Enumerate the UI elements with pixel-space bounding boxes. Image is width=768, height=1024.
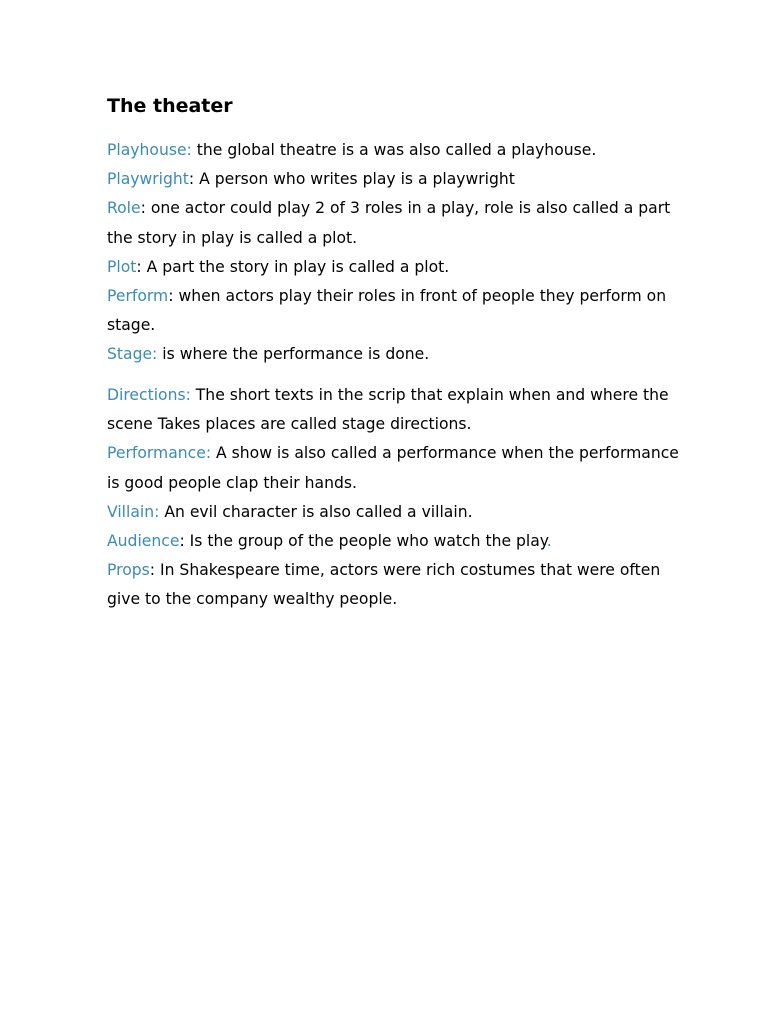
- glossary-entry-performance: [107, 439, 687, 497]
- glossary-definition: A show is also called a performance when the performance is good people clap their hands.: [107, 444, 679, 492]
- glossary-entry-playwright: [107, 165, 687, 194]
- glossary-entry-role: [107, 194, 687, 252]
- glossary-definition: The short texts in the scrip that explain when and where the scene Takes places are called stage directions.: [107, 386, 669, 434]
- glossary-section-2: [107, 381, 687, 615]
- glossary-term: Role: [107, 199, 141, 218]
- glossary-definition: A person who writes play is a playwright: [194, 170, 515, 189]
- glossary-definition: An evil character is also called a villain.: [159, 502, 473, 521]
- page-title: The theater: [107, 95, 233, 117]
- glossary-term: Props: [107, 561, 150, 580]
- term-separator: :: [179, 532, 185, 551]
- term-separator: :: [136, 257, 142, 276]
- term-separator: :: [168, 287, 174, 306]
- glossary-definition: Is the group of the people who watch the play: [184, 532, 547, 551]
- glossary-term: Playwright: [107, 170, 189, 189]
- glossary-term: Plot: [107, 257, 137, 276]
- glossary-term: Performance:: [107, 444, 212, 463]
- glossary-term: Audience: [107, 532, 180, 551]
- glossary-entry-directions: [107, 381, 687, 439]
- term-separator: :: [188, 170, 195, 189]
- glossary-definition: when actors play their roles in front of people they perform on stage.: [107, 287, 667, 335]
- glossary-entry-villain: [107, 498, 687, 527]
- glossary-term: Villain:: [107, 502, 160, 521]
- glossary-definition: is where the performance is done.: [157, 345, 430, 364]
- glossary-entry-audience: [107, 527, 687, 556]
- glossary-term: Directions:: [107, 386, 191, 404]
- trailing-period: .: [546, 532, 552, 551]
- glossary-definition: one actor could play 2 of 3 roles in a play, role is also called a part the story in play is called a plot.: [107, 199, 671, 247]
- term-separator: :: [149, 561, 156, 580]
- glossary-section-1: [107, 136, 687, 370]
- glossary-term: Playhouse:: [107, 141, 192, 159]
- glossary-entry-plot: [107, 253, 687, 282]
- glossary-entry-perform: [107, 282, 687, 340]
- glossary-definition: In Shakespeare time, actors were rich costumes that were often give to the company wealthy people.: [107, 561, 661, 609]
- glossary-entry-stage: [107, 340, 687, 369]
- glossary-term: Perform: [107, 287, 169, 306]
- glossary-term: Stage:: [107, 345, 158, 364]
- glossary-definition: A part the story in play is called a plot.: [141, 257, 450, 276]
- glossary-definition: the global theatre is a was also called a playhouse.: [191, 141, 597, 159]
- glossary-entry-props: [107, 556, 687, 614]
- glossary-entry-playhouse: [107, 136, 687, 165]
- term-separator: :: [140, 199, 146, 218]
